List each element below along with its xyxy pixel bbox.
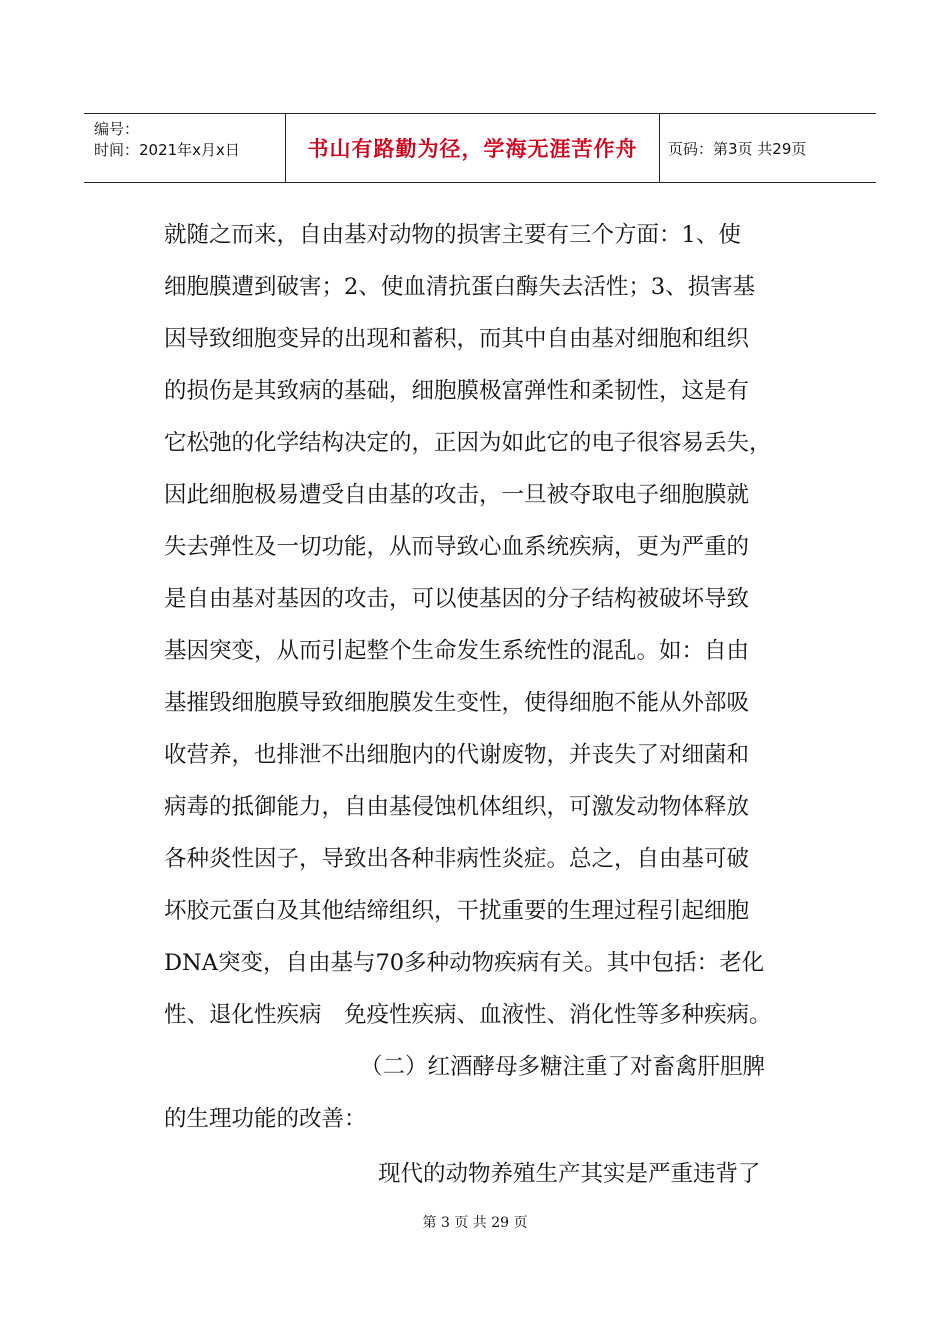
- body-line: DNA突变，自由基与70多种动物疾病有关。其中包括：老化: [164, 950, 765, 976]
- page-footer: 第 3 页 共 29 页: [422, 1215, 528, 1231]
- body-line: 性、退化性疾病 免疫性疾病、血液性、消化性等多种疾病。: [164, 1002, 772, 1028]
- body-line: 各种炎性因子，导致出各种非病性炎症。总之，自由基可破: [164, 846, 750, 872]
- body-line: 病毒的抵御能力，自由基侵蚀机体组织，可激发动物体释放: [164, 794, 750, 820]
- body-line: 因导致细胞变异的出现和蓄积，而其中自由基对细胞和组织: [164, 326, 750, 352]
- body-line: 坏胶元蛋白及其他结缔组织，干扰重要的生理过程引起细胞: [164, 898, 750, 924]
- body-line: 失去弹性及一切功能，从而导致心血系统疾病，更为严重的: [164, 534, 750, 560]
- document-date-label: 时间：2021年x月x日: [94, 141, 240, 159]
- body-line: 是自由基对基因的攻击，可以使基因的分子结构被破坏导致: [164, 586, 750, 612]
- header-motto: 书山有路勤为径，学海无涯苦作舟: [307, 137, 638, 161]
- header-page-label: 页码：第3页 共29页: [668, 139, 807, 158]
- body-line: 现代的动物养殖生产其实是严重违背了: [378, 1161, 761, 1187]
- document-number-label: 编号：: [94, 120, 140, 138]
- body-line: 收营养，也排泄不出细胞内的代谢废物，并丧失了对细菌和: [164, 742, 750, 768]
- body-line: 它松弛的化学结构决定的，正因为如此它的电子很容易丢失，: [164, 430, 772, 456]
- body-line: 的生理功能的改善：: [164, 1106, 367, 1132]
- document-header: [84, 113, 876, 183]
- body-line: 细胞膜遭到破害；2、使血清抗蛋白酶失去活性；3、损害基: [164, 274, 756, 300]
- section-heading-line: （二）红酒酵母多糖注重了对畜禽肝胆脾: [360, 1054, 766, 1080]
- body-line: 因此细胞极易遭受自由基的攻击，一旦被夺取电子细胞膜就: [164, 482, 750, 508]
- header-info-cell: [84, 114, 286, 182]
- body-line: 就随之而来，自由基对动物的损害主要有三个方面：1、使: [164, 222, 741, 248]
- body-line: 的损伤是其致病的基础，细胞膜极富弹性和柔韧性，这是有: [164, 378, 750, 404]
- header-page-cell: [660, 114, 876, 182]
- body-line: 基因突变，从而引起整个生命发生系统性的混乱。如：自由: [164, 638, 750, 664]
- header-motto-cell: [286, 114, 660, 182]
- body-line: 基摧毁细胞膜导致细胞膜发生变性，使得细胞不能从外部吸: [164, 690, 750, 716]
